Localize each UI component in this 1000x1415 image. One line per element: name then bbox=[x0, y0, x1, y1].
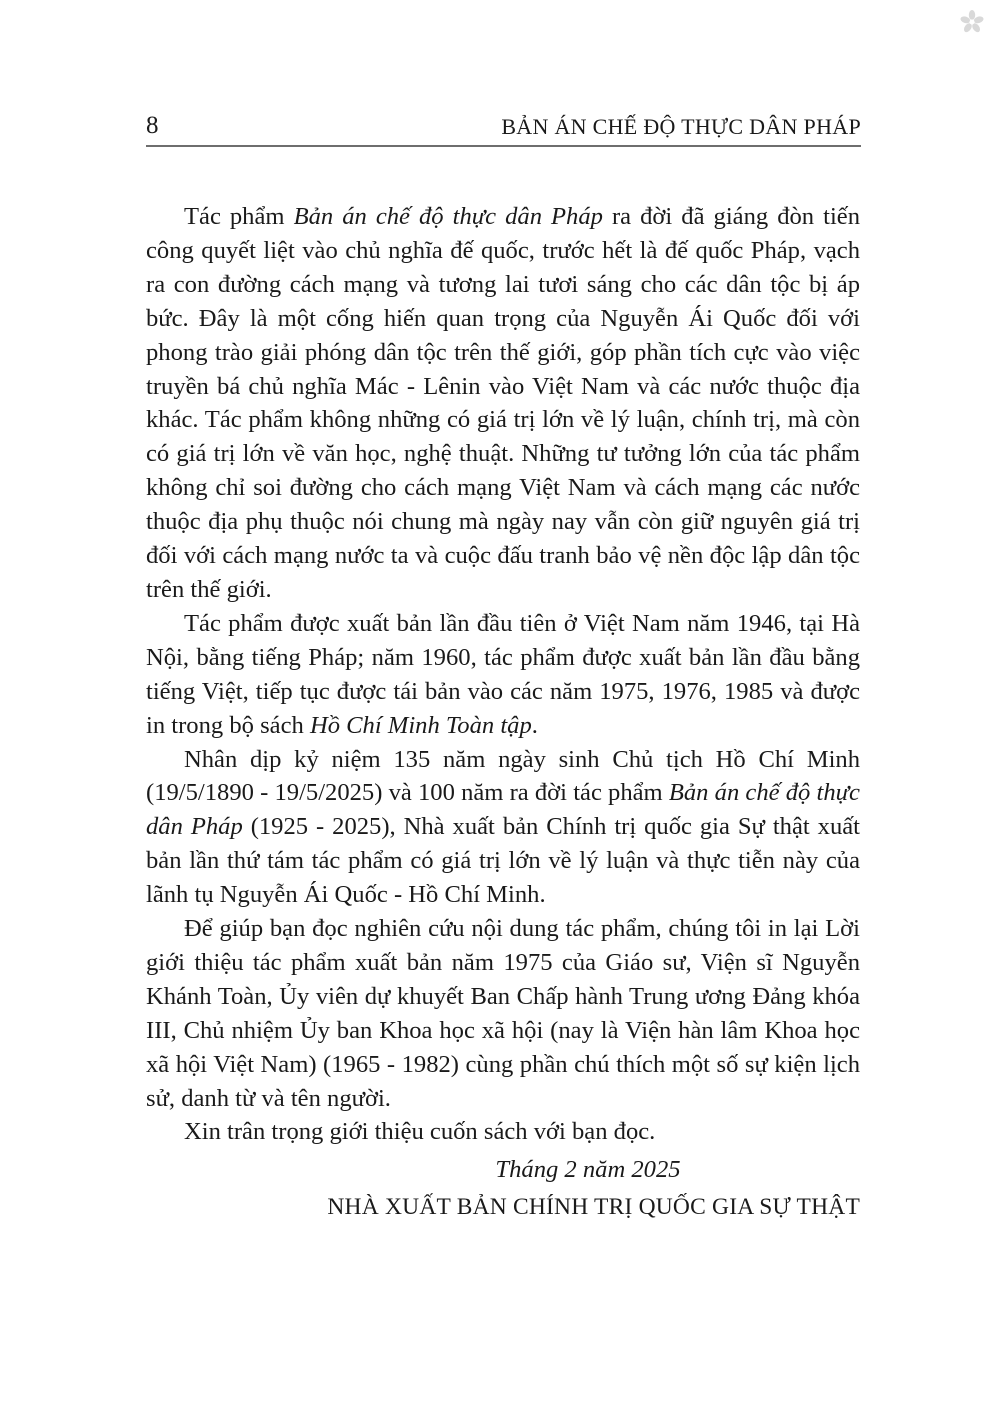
paragraph-1-rest: ra đời đã giáng đòn tiến công quyết liệt vào chủ nghĩa đế quốc, trước hết là đế quốc Pháp, vạch ra con đường cách mạng và tương lai tươi sáng cho các dân tộc bị áp bức. Đây là một cống hiến quan trọng của Nguyễn Ái Quốc đối với phong trào giải phóng dân tộc trên thế giới, góp phần tích cực vào việc truyền bá chủ nghĩa Mác - Lênin vào Việt Nam và các nước thuộc địa khác. Tác phẩm không những có giá trị lớn về lý luận, chính trị, mà còn có giá trị lớn về văn học, nghệ thuật. Những tư tưởng lớn của tác phẩm không chỉ soi đường cho cách mạng Việt Nam và cách mạng các nước thuộc địa phụ thuộc nói chung mà ngày nay vẫn còn giữ nguyên giá trị đối với cách mạng nước ta và cuộc đấu tranh bảo vệ nền độc lập dân tộc trên thế giới. bbox=[146, 203, 860, 603]
paragraph-3-rest: (1925 - 2025), Nhà xuất bản Chính trị quốc gia Sự thật xuất bản lần thứ tám tác phẩm có giá trị lớn về lý luận và thực tiễn này của lãnh tụ Nguyễn Ái Quốc - Hồ Chí Minh. bbox=[146, 813, 860, 909]
paragraph-3-lead: Nhân dịp kỷ niệm 135 năm ngày sinh Chủ tịch Hồ Chí Minh (19/5/1890 - 19/5/2025) và 100 năm ra đời tác phẩm bbox=[146, 745, 860, 807]
paragraph-4: Để giúp bạn đọc nghiên cứu nội dung tác phẩm, chúng tôi in lại Lời giới thiệu tác phẩm xuất bản năm 1975 của Giáo sư, Viện sĩ Nguyễn Khánh Toàn, Ủy viên dự khuyết Ban Chấp hành Trung ương Đảng khóa III, Chủ nhiệm Ủy ban Khoa học xã hội (nay là Viện hàn lâm Khoa học xã hội Việt Nam) (1965 - 1982) cùng phần chú thích một số sự kiện lịch sử, danh từ và tên người. bbox=[146, 915, 860, 1112]
book-title-italic: Bản án chế độ thực dân Pháp bbox=[293, 203, 603, 230]
signature-publisher: NHÀ XUẤT BẢN CHÍNH TRỊ QUỐC GIA SỰ THẬT bbox=[327, 1194, 860, 1220]
book-title-italic: Bản án chế độ thực dân Pháp bbox=[146, 779, 860, 841]
collection-title-italic: Hồ Chí Minh Toàn tập bbox=[309, 711, 532, 739]
paragraph-1-lead: Tác phẩm bbox=[184, 203, 294, 230]
signature-date: Tháng 2 năm 2025 bbox=[495, 1156, 681, 1183]
body-text bbox=[146, 200, 860, 1149]
header-divider bbox=[146, 145, 861, 147]
paragraph-1 bbox=[146, 200, 860, 607]
running-header bbox=[146, 110, 861, 150]
flower-watermark-icon bbox=[958, 8, 986, 36]
paragraph-3 bbox=[146, 743, 860, 913]
page-number: 8 bbox=[146, 112, 159, 139]
paragraph-2 bbox=[146, 607, 860, 743]
paragraph-2-rest: . bbox=[531, 711, 538, 739]
paragraph-2-lead: Tác phẩm được xuất bản lần đầu tiên ở Việt Nam năm 1946, tại Hà Nội, bằng tiếng Pháp; năm 1960, tác phẩm được xuất bản lần đầu bằng tiếng Việt, tiếp tục được tái bản vào các năm 1975, 1976, 1985 và được in trong bộ sách bbox=[146, 609, 860, 739]
paragraph-5: Xin trân trọng giới thiệu cuốn sách với bạn đọc. bbox=[184, 1118, 656, 1146]
running-title: BẢN ÁN CHẾ ĐỘ THỰC DÂN PHÁP bbox=[501, 114, 861, 139]
